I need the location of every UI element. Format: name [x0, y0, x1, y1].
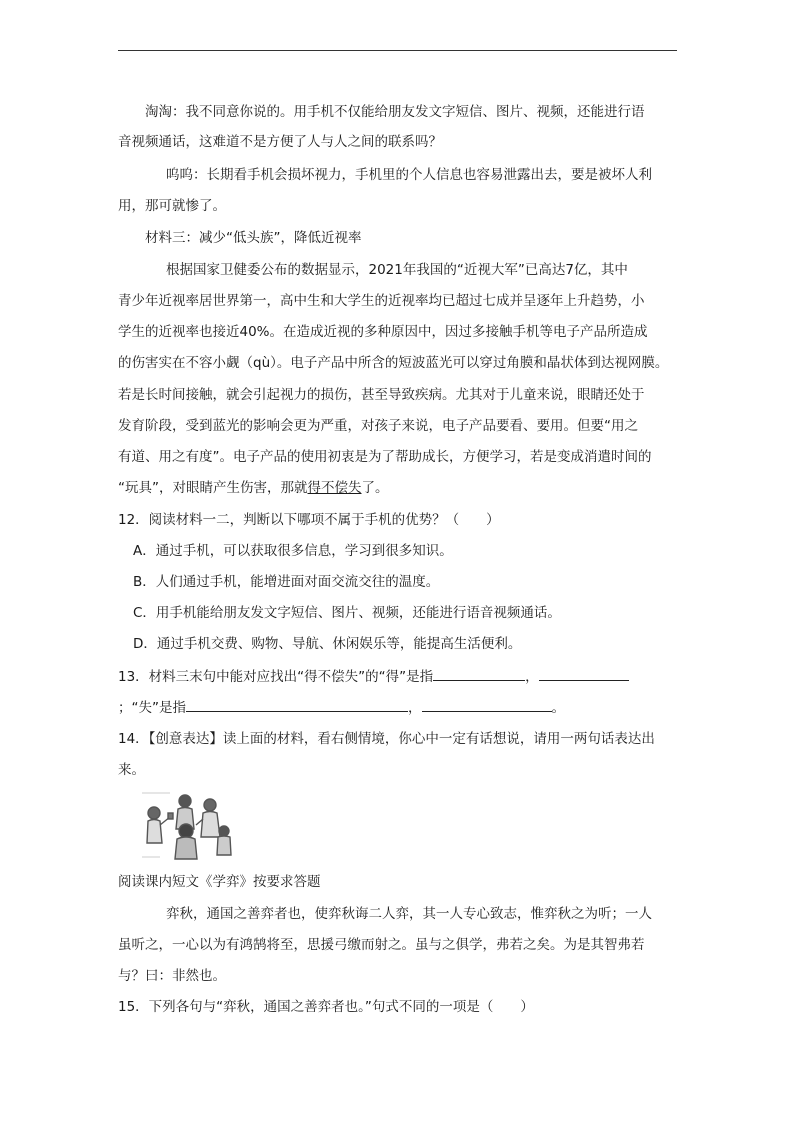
dialogue-wuwu-line1: 呜呜：长期看手机会损坏视力，手机里的个人信息也容易泄露出去，要是被坏人利	[166, 167, 652, 183]
answer-blank-1[interactable]	[433, 667, 525, 681]
para-text: “玩具”，对眼睛产生伤害，那就	[118, 480, 308, 496]
question-12-option-c: C．用手机能给朋友发文字短信、图片、视频，还能进行语音视频通话。	[133, 605, 561, 621]
material-three-para-line6: 发育阶段，受到蓝光的影响会更为严重，对孩子来说，电子产品要看、要用。但要“用之	[118, 418, 638, 434]
question-15-stem: 15．下列各句与“弈秋，通国之善弈者也。”句式不同的一项是（ ）	[118, 999, 534, 1015]
para-text-end: 了。	[361, 480, 389, 496]
underlined-idiom: 得不偿失	[307, 480, 362, 496]
question-13-stem-part2: ；“失”是指	[118, 700, 186, 716]
material-three-title: 材料三：减少“低头族”，降低近视率	[145, 230, 362, 246]
material-three-para-line4: 的伤害实在不容小觑（qù）。电子产品中所含的短波蓝光可以穿过角膜和晶状体到达视网膜。	[118, 355, 669, 371]
question-12-option-a: A．通过手机，可以获取很多信息，学习到很多知识。	[133, 543, 453, 559]
question-12-stem: 12．阅读材料一二，判断以下哪项不属于手机的优势？（ ）	[118, 512, 500, 528]
dialogue-wuwu-line2: 用，那可就惨了。	[118, 198, 226, 214]
answer-blank-3[interactable]	[186, 698, 408, 712]
material-three-para-line7: 有道、用之有度”。电子产品的使用初衷是为了帮助成长，方便学习，若是变成消遣时间的	[118, 449, 652, 465]
material-three-para-line2: 青少年近视率居世界第一，高中生和大学生的近视率均已超过七成并呈逐年上升趋势，小	[118, 293, 645, 309]
reading-passage-line1: 弈秋，通国之善弈者也，使弈秋诲二人弈，其一人专心致志，惟弈秋之为听；一人	[166, 906, 652, 922]
material-three-para-line5: 若是长时间接触，就会引起视力的损伤，甚至导致疾病。尤其对于儿童来说，眼睛还处于	[118, 387, 645, 403]
material-three-para-line8	[118, 479, 389, 497]
answer-blank-2[interactable]	[539, 667, 629, 681]
reading-passage-line3: 与？曰：非然也。	[118, 968, 226, 984]
reading-passage-line2: 虽听之，一心以为有鸿鹄将至，思援弓缴而射之。虽与之俱学，弗若之矣。为是其智弗若	[118, 937, 645, 953]
dialogue-taotao-line1: 淘淘：我不同意你说的。用手机不仅能给朋友发文字短信、图片、视频，还能进行语	[145, 104, 645, 120]
question-12-option-d: D．通过手机交费、购物、导航、休闲娱乐等，能提高生活便利。	[133, 636, 522, 652]
children-scene-illustration	[140, 787, 236, 861]
question-14-line1: 14．【创意表达】读上面的材料，看右侧情境，你心中一定有话想说，请用一两句话表达出	[118, 731, 655, 747]
dialogue-taotao-line2: 音视频通话，这难道不是方便了人与人之间的联系吗？	[118, 134, 442, 150]
answer-blank-4[interactable]	[422, 698, 552, 712]
question-12-option-b: B．人们通过手机，能增进面对面交流交往的温度。	[133, 574, 440, 590]
question-13-line2	[118, 698, 565, 717]
question-13-line1	[118, 667, 629, 686]
separator: ，	[525, 669, 539, 685]
material-three-para-line1: 根据国家卫健委公布的数据显示，2021年我国的“近视大军”已高达7亿，其中	[166, 262, 628, 278]
terminator: 。	[551, 700, 565, 716]
reading-section-title: 阅读课内短文《学弈》按要求答题	[118, 874, 321, 890]
separator: ，	[408, 700, 422, 716]
header-rule	[118, 50, 677, 51]
material-three-para-line3: 学生的近视率也接近40%。在造成近视的多种原因中，因过多接触手机等电子产品所造成	[118, 324, 648, 340]
question-13-stem: 13．材料三末句中能对应找出“得不偿失”的“得”是指	[118, 669, 434, 685]
question-14-line2: 来。	[118, 762, 145, 778]
